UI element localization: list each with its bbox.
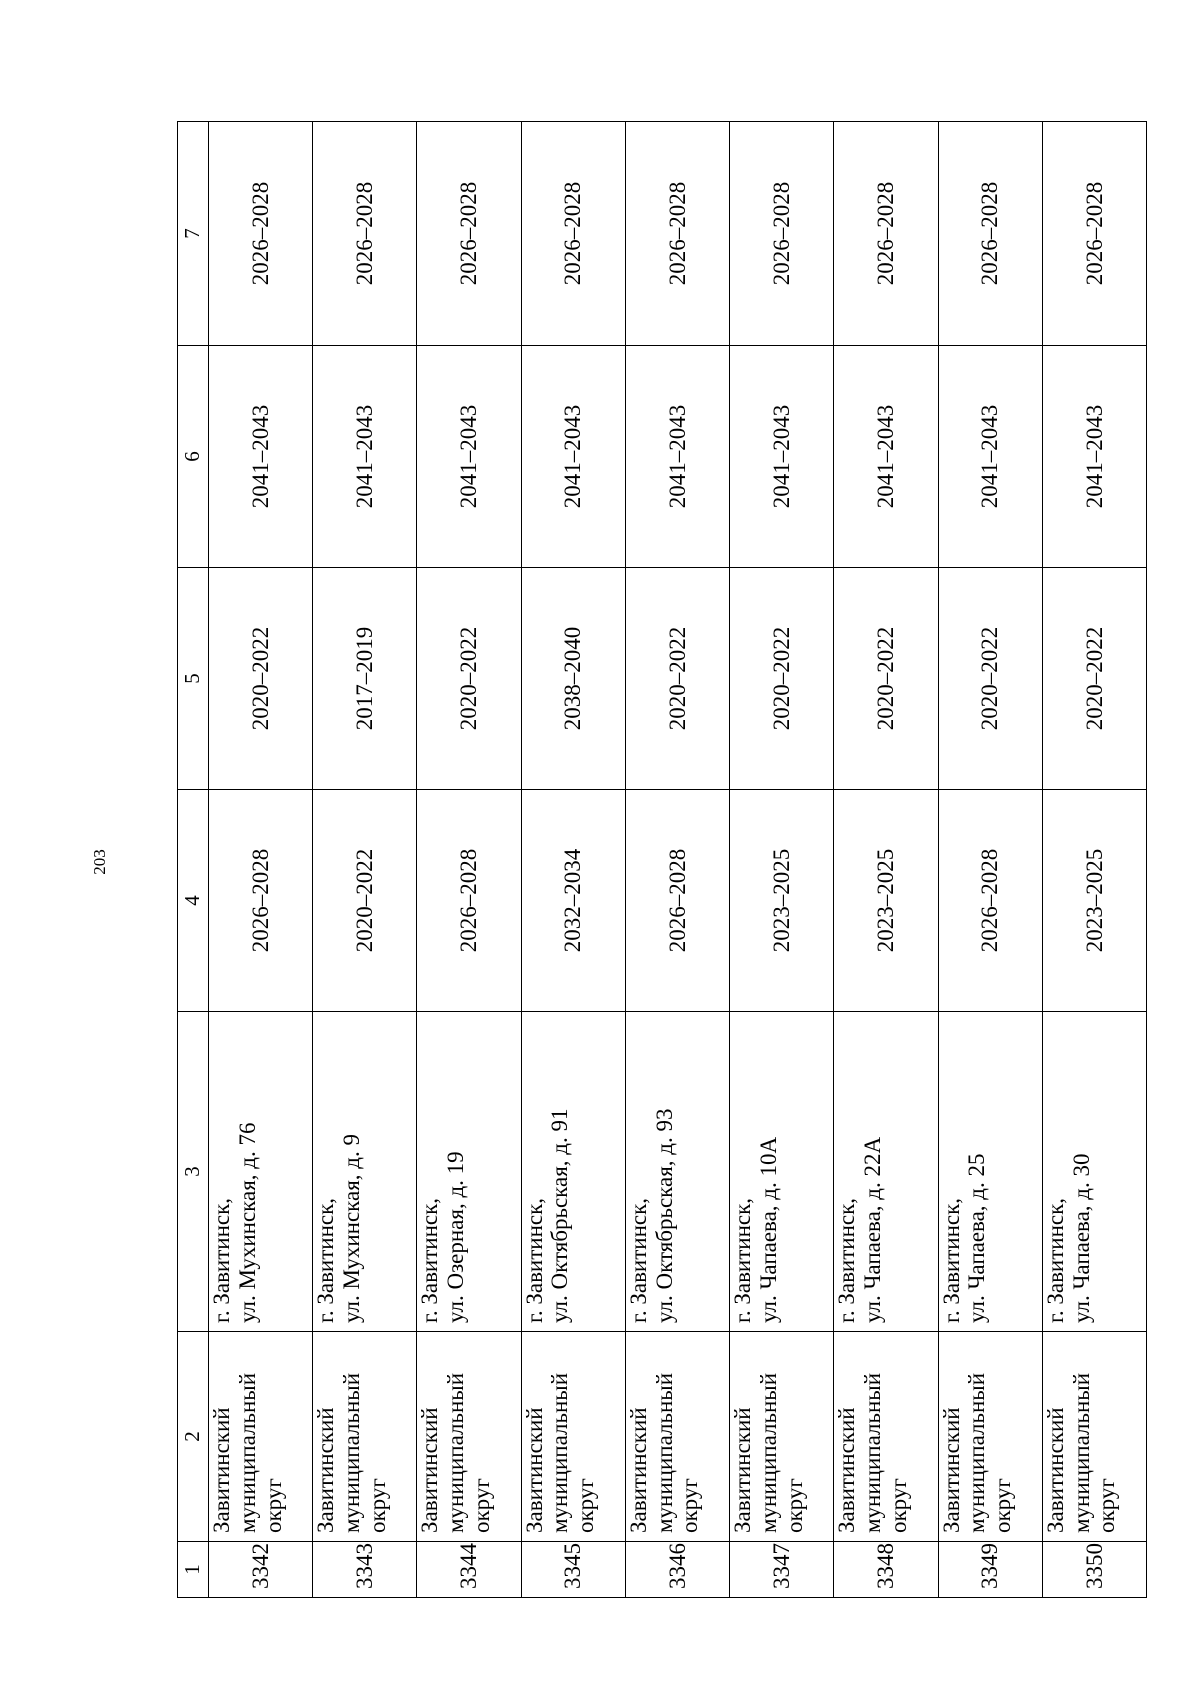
district-line-2: муниципальный xyxy=(234,1372,260,1533)
period-col-5: 2020–2022 xyxy=(938,568,1042,790)
address-line-1: г. Завитинск, xyxy=(625,1197,651,1323)
period-col-6: 2041–2043 xyxy=(834,346,938,568)
address-line-2: ул. Октябрьская, д. 93 xyxy=(651,1108,677,1323)
district-line-3: округ xyxy=(260,1478,286,1533)
address-cell xyxy=(521,1012,625,1332)
period-col-6: 2041–2043 xyxy=(417,346,521,568)
period-col-4: 2026–2028 xyxy=(938,790,1042,1012)
district-line-2: муниципальный xyxy=(1068,1372,1094,1533)
address-cell xyxy=(938,1012,1042,1332)
period-col-7: 2026–2028 xyxy=(313,122,417,346)
period-col-7: 2026–2028 xyxy=(209,122,313,346)
column-header-3: 3 xyxy=(178,1012,209,1332)
period-col-6: 2041–2043 xyxy=(938,346,1042,568)
table-row xyxy=(834,122,938,1598)
district-cell xyxy=(834,1332,938,1542)
period-col-4: 2026–2028 xyxy=(625,790,729,1012)
period-col-5: 2020–2022 xyxy=(730,568,834,790)
period-col-6: 2041–2043 xyxy=(730,346,834,568)
district-line-1: Завитинский xyxy=(417,1407,443,1533)
registry-table xyxy=(177,121,1147,1598)
address-cell xyxy=(1042,1012,1146,1332)
period-col-6: 2041–2043 xyxy=(1042,346,1146,568)
address-line-1: г. Завитинск, xyxy=(313,1197,339,1323)
district-line-2: муниципальный xyxy=(651,1372,677,1533)
period-col-5: 2017–2019 xyxy=(313,568,417,790)
column-header-7: 7 xyxy=(178,122,209,346)
address-line-2: ул. Чапаева, д. 30 xyxy=(1068,1153,1094,1323)
record-number: 3344 xyxy=(417,1542,521,1598)
address-cell xyxy=(625,1012,729,1332)
district-line-1: Завитинский xyxy=(625,1407,651,1533)
district-cell xyxy=(730,1332,834,1542)
record-number: 3343 xyxy=(313,1542,417,1598)
record-number: 3345 xyxy=(521,1542,625,1598)
district-cell xyxy=(521,1332,625,1542)
district-line-1: Завитинский xyxy=(521,1407,547,1533)
period-col-5: 2020–2022 xyxy=(1042,568,1146,790)
district-line-3: округ xyxy=(885,1478,911,1533)
district-line-2: муниципальный xyxy=(338,1372,364,1533)
district-line-2: муниципальный xyxy=(443,1372,469,1533)
district-line-3: округ xyxy=(364,1478,390,1533)
registry-sheet xyxy=(177,122,1147,1598)
address-line-1: г. Завитинск, xyxy=(209,1197,234,1323)
district-cell xyxy=(625,1332,729,1542)
period-col-4: 2026–2028 xyxy=(209,790,313,1012)
district-cell xyxy=(1042,1332,1146,1542)
district-line-2: муниципальный xyxy=(860,1372,886,1533)
table-row xyxy=(417,122,521,1598)
table-body xyxy=(209,122,1147,1598)
period-col-7: 2026–2028 xyxy=(521,122,625,346)
address-cell xyxy=(730,1012,834,1332)
table-row xyxy=(1042,122,1146,1598)
address-line-2: ул. Чапаева, д. 25 xyxy=(964,1153,990,1323)
period-col-4: 2023–2025 xyxy=(1042,790,1146,1012)
period-col-7: 2026–2028 xyxy=(730,122,834,346)
period-col-4: 2020–2022 xyxy=(313,790,417,1012)
address-line-2: ул. Озерная, д. 19 xyxy=(443,1151,469,1323)
period-col-4: 2023–2025 xyxy=(730,790,834,1012)
district-line-3: округ xyxy=(573,1478,599,1533)
address-line-1: г. Завитинск, xyxy=(834,1197,860,1323)
record-number: 3349 xyxy=(938,1542,1042,1598)
column-header-2: 2 xyxy=(178,1332,209,1542)
district-line-2: муниципальный xyxy=(964,1372,990,1533)
period-col-6: 2041–2043 xyxy=(209,346,313,568)
address-cell xyxy=(209,1012,313,1332)
address-line-2: ул. Чапаева, д. 10А xyxy=(755,1136,781,1323)
address-line-1: г. Завитинск, xyxy=(730,1197,756,1323)
period-col-6: 2041–2043 xyxy=(313,346,417,568)
period-col-7: 2026–2028 xyxy=(417,122,521,346)
district-line-3: округ xyxy=(1094,1478,1120,1533)
column-header-4: 4 xyxy=(178,790,209,1012)
address-line-1: г. Завитинск, xyxy=(417,1197,443,1323)
district-line-1: Завитинский xyxy=(209,1407,234,1533)
district-line-2: муниципальный xyxy=(755,1372,781,1533)
period-col-6: 2041–2043 xyxy=(625,346,729,568)
page-number: 203 xyxy=(90,849,109,875)
district-line-1: Завитинский xyxy=(938,1407,964,1533)
district-line-2: муниципальный xyxy=(547,1372,573,1533)
table-row xyxy=(730,122,834,1598)
period-col-5: 2020–2022 xyxy=(834,568,938,790)
table-row xyxy=(938,122,1042,1598)
period-col-7: 2026–2028 xyxy=(938,122,1042,346)
period-col-5: 2020–2022 xyxy=(417,568,521,790)
rotated-table-wrapper xyxy=(177,122,1147,1598)
district-line-3: округ xyxy=(677,1478,703,1533)
address-line-1: г. Завитинск, xyxy=(938,1197,964,1323)
period-col-5: 2020–2022 xyxy=(209,568,313,790)
period-col-4: 2023–2025 xyxy=(834,790,938,1012)
column-header-1: 1 xyxy=(178,1542,209,1598)
record-number: 3350 xyxy=(1042,1542,1146,1598)
period-col-5: 2020–2022 xyxy=(625,568,729,790)
period-col-7: 2026–2028 xyxy=(834,122,938,346)
district-cell xyxy=(938,1332,1042,1542)
record-number: 3348 xyxy=(834,1542,938,1598)
column-header-6: 6 xyxy=(178,346,209,568)
district-cell xyxy=(209,1332,313,1542)
district-line-3: округ xyxy=(990,1478,1016,1533)
period-col-7: 2026–2028 xyxy=(625,122,729,346)
column-header-5: 5 xyxy=(178,568,209,790)
district-line-1: Завитинский xyxy=(730,1407,756,1533)
district-line-3: округ xyxy=(781,1478,807,1533)
district-line-3: округ xyxy=(468,1478,494,1533)
address-cell xyxy=(834,1012,938,1332)
district-line-1: Завитинский xyxy=(313,1407,339,1533)
address-cell xyxy=(417,1012,521,1332)
address-line-2: ул. Октябрьская, д. 91 xyxy=(547,1108,573,1323)
address-line-2: ул. Мухинская, д. 76 xyxy=(234,1122,260,1323)
district-line-1: Завитинский xyxy=(834,1407,860,1533)
period-col-4: 2032–2034 xyxy=(521,790,625,1012)
district-cell xyxy=(313,1332,417,1542)
period-col-5: 2038–2040 xyxy=(521,568,625,790)
period-col-6: 2041–2043 xyxy=(521,346,625,568)
table-row xyxy=(209,122,313,1598)
address-cell xyxy=(313,1012,417,1332)
record-number: 3346 xyxy=(625,1542,729,1598)
district-line-1: Завитинский xyxy=(1042,1407,1068,1533)
address-line-1: г. Завитинск, xyxy=(521,1197,547,1323)
period-col-4: 2026–2028 xyxy=(417,790,521,1012)
address-line-2: ул. Мухинская, д. 9 xyxy=(338,1134,364,1323)
table-row xyxy=(313,122,417,1598)
district-cell xyxy=(417,1332,521,1542)
record-number: 3347 xyxy=(730,1542,834,1598)
address-line-1: г. Завитинск, xyxy=(1042,1197,1068,1323)
table-row xyxy=(625,122,729,1598)
record-number: 3342 xyxy=(209,1542,313,1598)
period-col-7: 2026–2028 xyxy=(1042,122,1146,346)
table-row xyxy=(521,122,625,1598)
address-line-2: ул. Чапаева, д. 22А xyxy=(860,1136,886,1323)
column-number-row xyxy=(178,122,209,1598)
